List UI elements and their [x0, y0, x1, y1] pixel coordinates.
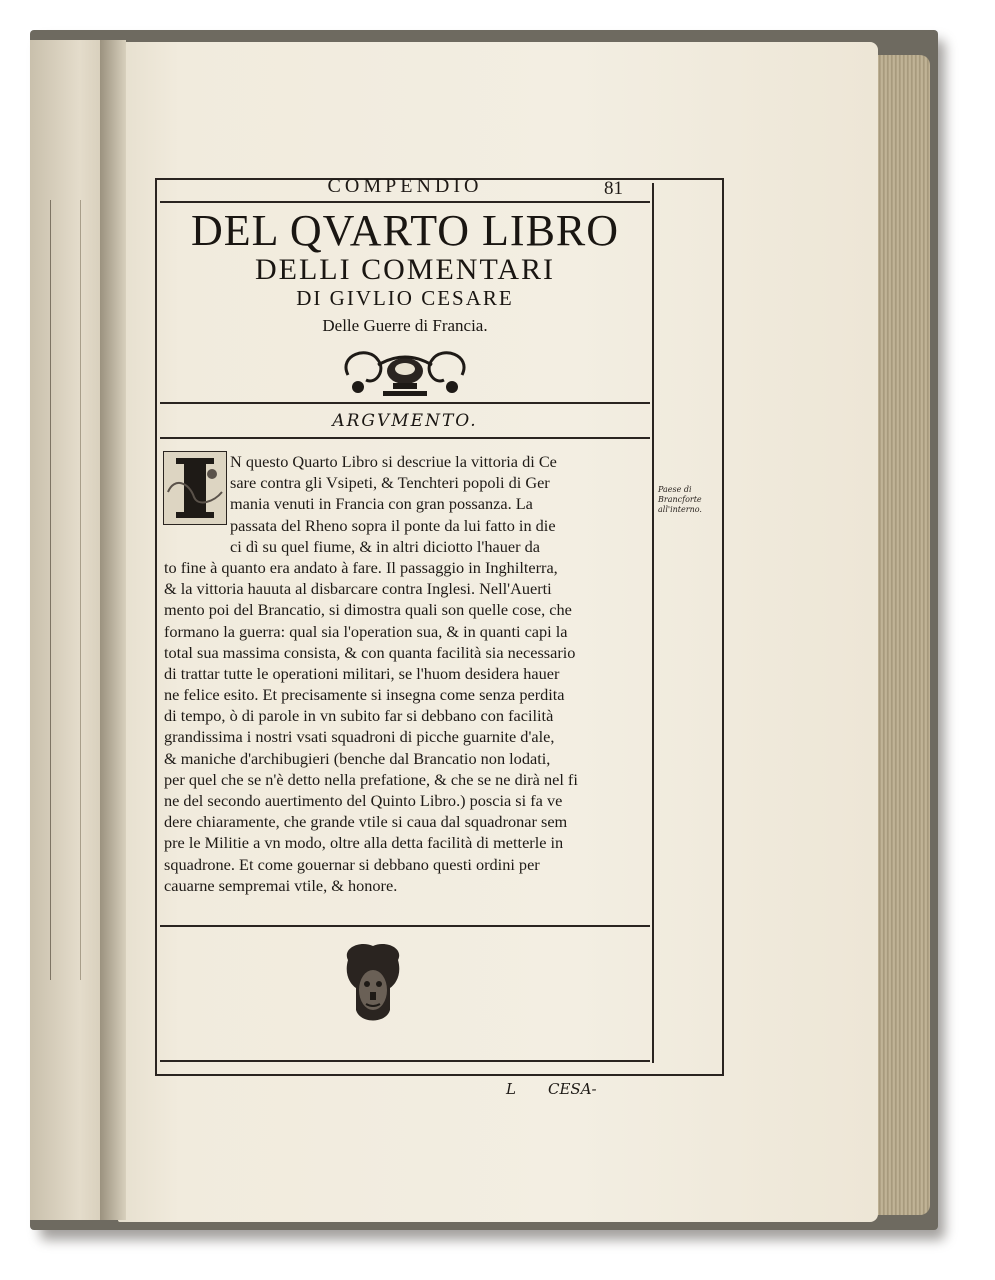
bottom-rule	[160, 925, 650, 927]
running-head: COMPENDIO	[327, 175, 483, 197]
book-gutter	[100, 40, 126, 1220]
argument-text	[160, 451, 652, 896]
head-rule	[160, 201, 650, 203]
grotesque-mask-icon	[340, 940, 406, 1030]
title-line-2: DELLI COMENTARI	[254, 253, 556, 286]
catchword: CESA-	[548, 1080, 597, 1098]
text-line: ne del secondo auertimento del Quinto Libro.) poscia si fa ve	[164, 791, 563, 810]
left-page-rule	[50, 200, 51, 980]
text-line: mania venuti in Francia con gran possanza. La	[230, 494, 533, 514]
folio-number: 81	[604, 178, 623, 199]
signature-mark: L	[506, 1080, 516, 1098]
text-line: formano la guerra: qual sia l'operation sua, & in quanti capi la	[164, 621, 568, 641]
text-line: di tempo, ò di parole in vn subito far si debbano con facilità	[164, 706, 554, 726]
text-line: total sua massima consista, & con quanta facilità sia necessario	[164, 642, 576, 662]
frame-bottom-rule	[160, 1060, 650, 1062]
text-line: dere chiaramente, che grande vtile si caua dal squadronar sem	[164, 812, 568, 832]
left-page-rule-faint	[80, 200, 81, 980]
text-line: squadrone. Et come gouernar si debbano questi ordini per	[164, 854, 540, 874]
text-line: pre le Militie a vn modo, oltre alla detta facilità di metterle in	[164, 833, 564, 853]
text-line: & la vittoria hauuta al disbarcare contra Inglesi. Nell'Auerti	[164, 579, 552, 599]
text-line: mento poi del Brancatio, si dimostra quali son quelle cose, che	[164, 600, 572, 620]
title-line-3: DI GIVLIO CESARE	[296, 286, 514, 310]
text-line: di trattar tutte le operationi militari, se l'huom desidera hauer	[164, 663, 560, 683]
text-line: cauarne sempremai vtile, & honore.	[164, 875, 398, 895]
text-line: & maniche d'archibugieri (benche dal Brancatio non lodati,	[164, 748, 551, 768]
section-rule-bottom	[160, 437, 650, 439]
section-rule-top	[160, 402, 650, 404]
text-line: passata del Rheno sopra il ponte da lui fatto in die	[230, 515, 556, 535]
text-line: per quel che se n'è detto nella prefatione, & che se ne dirà nel fi	[164, 769, 578, 789]
title-line-4: Delle Guerre di Francia.	[322, 316, 488, 335]
margin-rule	[652, 183, 654, 1063]
ornament-vase-icon	[338, 345, 472, 399]
text-line: sare contra gli Vsipeti, & Tenchteri popoli di Ger	[230, 473, 550, 493]
title-line-1: DEL QVARTO LIBRO	[190, 206, 620, 255]
text-line: to fine à quanto era andato à fare. Il passaggio in Inghilterra,	[164, 557, 558, 577]
historiated-initial-icon	[163, 451, 227, 525]
text-line: grandissima i nostri vsati squadroni di picche guarnite d'ale,	[164, 727, 555, 747]
text-line: N questo Quarto Libro si descriue la vittoria di Ce	[230, 452, 557, 471]
marginal-note: Paese di Brancforte all'interno.	[658, 485, 702, 514]
section-label: ARGVMENTO.	[332, 411, 478, 431]
text-line: ci dì su quel fiume, & in altri diciotto l'hauer da	[230, 536, 540, 556]
text-line: ne felice esito. Et precisamente si insegna come senza perdita	[164, 685, 565, 705]
